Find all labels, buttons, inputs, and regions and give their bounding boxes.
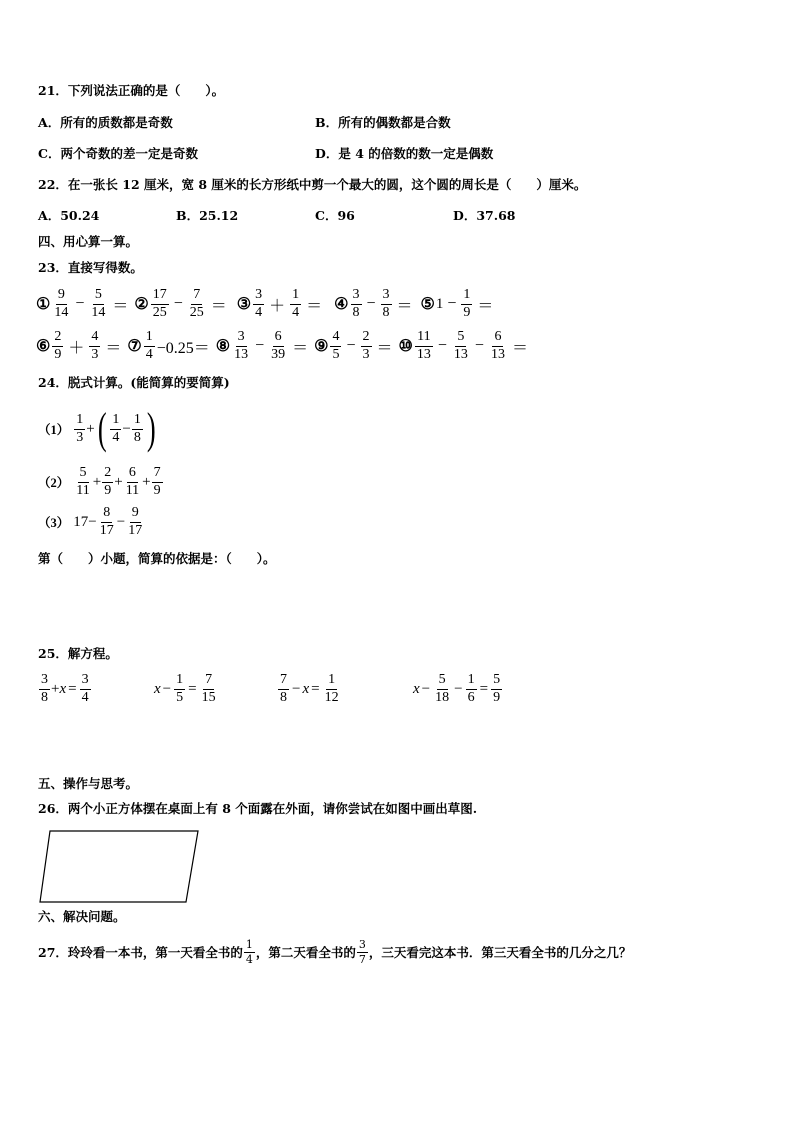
q21-stem: 21．下列说法正确的是（ ）。 (38, 83, 225, 98)
q23-mark-7: ⑦ (127, 338, 142, 355)
q25-eq-4: x − $\frac{5}{18}$ − $\frac{1}{6}$ = $\frac{5}{9}$ (413, 671, 501, 705)
q23-3-frac-b: $\frac{1}{4}$ (292, 286, 300, 320)
section-6-heading: 六、解决问题。 (38, 909, 126, 924)
q22-option-a: A．50.24 (38, 208, 100, 223)
q23-6-frac-b: $\frac{4}{3}$ (91, 328, 99, 362)
q24-item-1: （1） $\frac{1}{3}$ + ( $\frac{1}{4}$ − $\frac{1}{8}$ ) (38, 404, 156, 453)
section-4-heading: 四、用心算一算。 (38, 234, 139, 249)
q24-item-2: （2） $\frac{5}{11}$ + $\frac{2}{9}$ + $\frac{6}{11}$ + $\frac{7}{9}$ (38, 464, 161, 498)
q23-3-frac-a: $\frac{3}{4}$ (255, 286, 263, 320)
q23-row-2: ⑥ $\frac{2}{9}$ ＋ $\frac{4}{3}$ ＝ ⑦ $\frac{1}{4}$ −0.25＝ ⑧ $\frac{3}{13}$ − $\frac{6}{39}$ ＝ ⑨ $\frac{4}{5}$ − $\frac{2}{3}$ ＝ ⑩ $\frac{11}{13}$ − $\frac{5}{13}$ − $\frac{6}{13}$ ＝ (36, 328, 528, 362)
q25-eq-1: $\frac{3}{8}$ + x = $\frac{3}{4}$ (41, 671, 89, 705)
q24-item-3: （3） 17− $\frac{8}{17}$ − $\frac{9}{17}$ (38, 504, 143, 538)
q22-option-c: C．96 (315, 208, 355, 223)
q23-4-frac-a: $\frac{3}{8}$ (352, 286, 360, 320)
q23-mark-1: ① (36, 296, 51, 313)
q22-stem: 22．在一张长 12 厘米，宽 8 厘米的长方形纸中剪一个最大的圆，这个圆的周长是（ ）厘米。 (38, 177, 587, 192)
section-5-heading: 五、操作与思考。 (38, 776, 139, 791)
q24-note: 第（ ）小题，简算的依据是：（ ）。 (38, 551, 276, 566)
q25-stem: 25．解方程。 (38, 646, 118, 661)
q23-4-frac-b: $\frac{3}{8}$ (382, 286, 390, 320)
q23-10-frac-c: $\frac{6}{13}$ (490, 328, 505, 362)
q25-eq-3: $\frac{7}{8}$ − x = $\frac{1}{12}$ (280, 671, 339, 705)
q23-1-frac-b: $\frac{5}{14}$ (91, 286, 106, 320)
q24-stem: 24．脱式计算。(能简算的要简算) (38, 375, 230, 390)
q21-option-b: B．所有的偶数都是合数 (315, 115, 451, 130)
q23-mark-3: ③ (236, 296, 252, 313)
q23-mark-6: ⑥ (36, 338, 51, 355)
q23-5-frac: $\frac{1}{9}$ (463, 286, 471, 320)
q23-1-frac-a: $\frac{9}{14}$ (54, 286, 69, 320)
q27-frac-1: $\frac{1}{4}$ (245, 937, 253, 966)
q23-2-frac-b: $\frac{7}{25}$ (189, 286, 204, 320)
q22-option-d: D．37.68 (453, 208, 516, 223)
q25-eq-2: x − $\frac{1}{5}$ = $\frac{7}{15}$ (154, 671, 216, 705)
q21-option-d: D．是 4 的倍数的数一定是偶数 (315, 146, 494, 161)
q27-part-3: ，三天看完这本书．第三天看全书的几分之几？ (368, 945, 632, 960)
q27-frac-2: $\frac{3}{7}$ (358, 937, 366, 966)
q23-8-frac-b: $\frac{6}{39}$ (271, 328, 286, 362)
q27-line (38, 932, 631, 972)
q23-mark-9: ⑨ (314, 338, 329, 355)
q23-mark-2: ② (134, 296, 149, 313)
q23-mark-10: ⑩ (398, 338, 413, 355)
q23-row-1: ① $\frac{9}{14}$ − $\frac{5}{14}$ ＝ ② $\frac{17}{25}$ − $\frac{7}{25}$ ＝ ③ $\frac{3}{4}$ ＋ $\frac{1}{4}$ ＝ ④ $\frac{3}{8}$ − $\frac{3}{8}$ ＝ ⑤ 1 − $\frac{1}{9}$ ＝ (36, 286, 494, 320)
q23-10-frac-a: $\frac{11}{13}$ (416, 328, 431, 362)
q27-part-2: ，第二天看全书的 (255, 945, 356, 960)
right-paren: ) (146, 404, 156, 453)
q22-option-b: B．25.12 (176, 208, 239, 223)
q23-10-frac-b: $\frac{5}{13}$ (453, 328, 468, 362)
q23-6-frac-a: $\frac{2}{9}$ (54, 328, 62, 362)
q21-option-a: A．所有的质数都是奇数 (38, 115, 173, 130)
q21-option-c: C．两个奇数的差一定是奇数 (38, 146, 198, 161)
q23-9-frac-a: $\frac{4}{5}$ (332, 328, 340, 362)
q23-7-frac: $\frac{1}{4}$ (145, 328, 153, 362)
q23-mark-5: ⑤ (420, 296, 435, 313)
parallelogram-figure (38, 826, 202, 906)
q23-8-frac-a: $\frac{3}{13}$ (234, 328, 249, 362)
q23-stem: 23．直接写得数。 (38, 260, 143, 275)
left-paren: ( (97, 404, 107, 453)
q23-mark-8: ⑧ (215, 338, 231, 355)
q26-stem: 26．两个小正方体摆在桌面上有 8 个面露在外面，请你尝试在如图中画出草图. (38, 801, 478, 816)
q23-mark-4: ④ (334, 296, 349, 313)
q23-9-frac-b: $\frac{2}{3}$ (362, 328, 370, 362)
q23-5-whole: 1 (435, 295, 444, 312)
q23-2-frac-a: $\frac{17}{25}$ (152, 286, 167, 320)
q27-part-1: 27．玲玲看一本书，第一天看全书的 (38, 945, 243, 960)
